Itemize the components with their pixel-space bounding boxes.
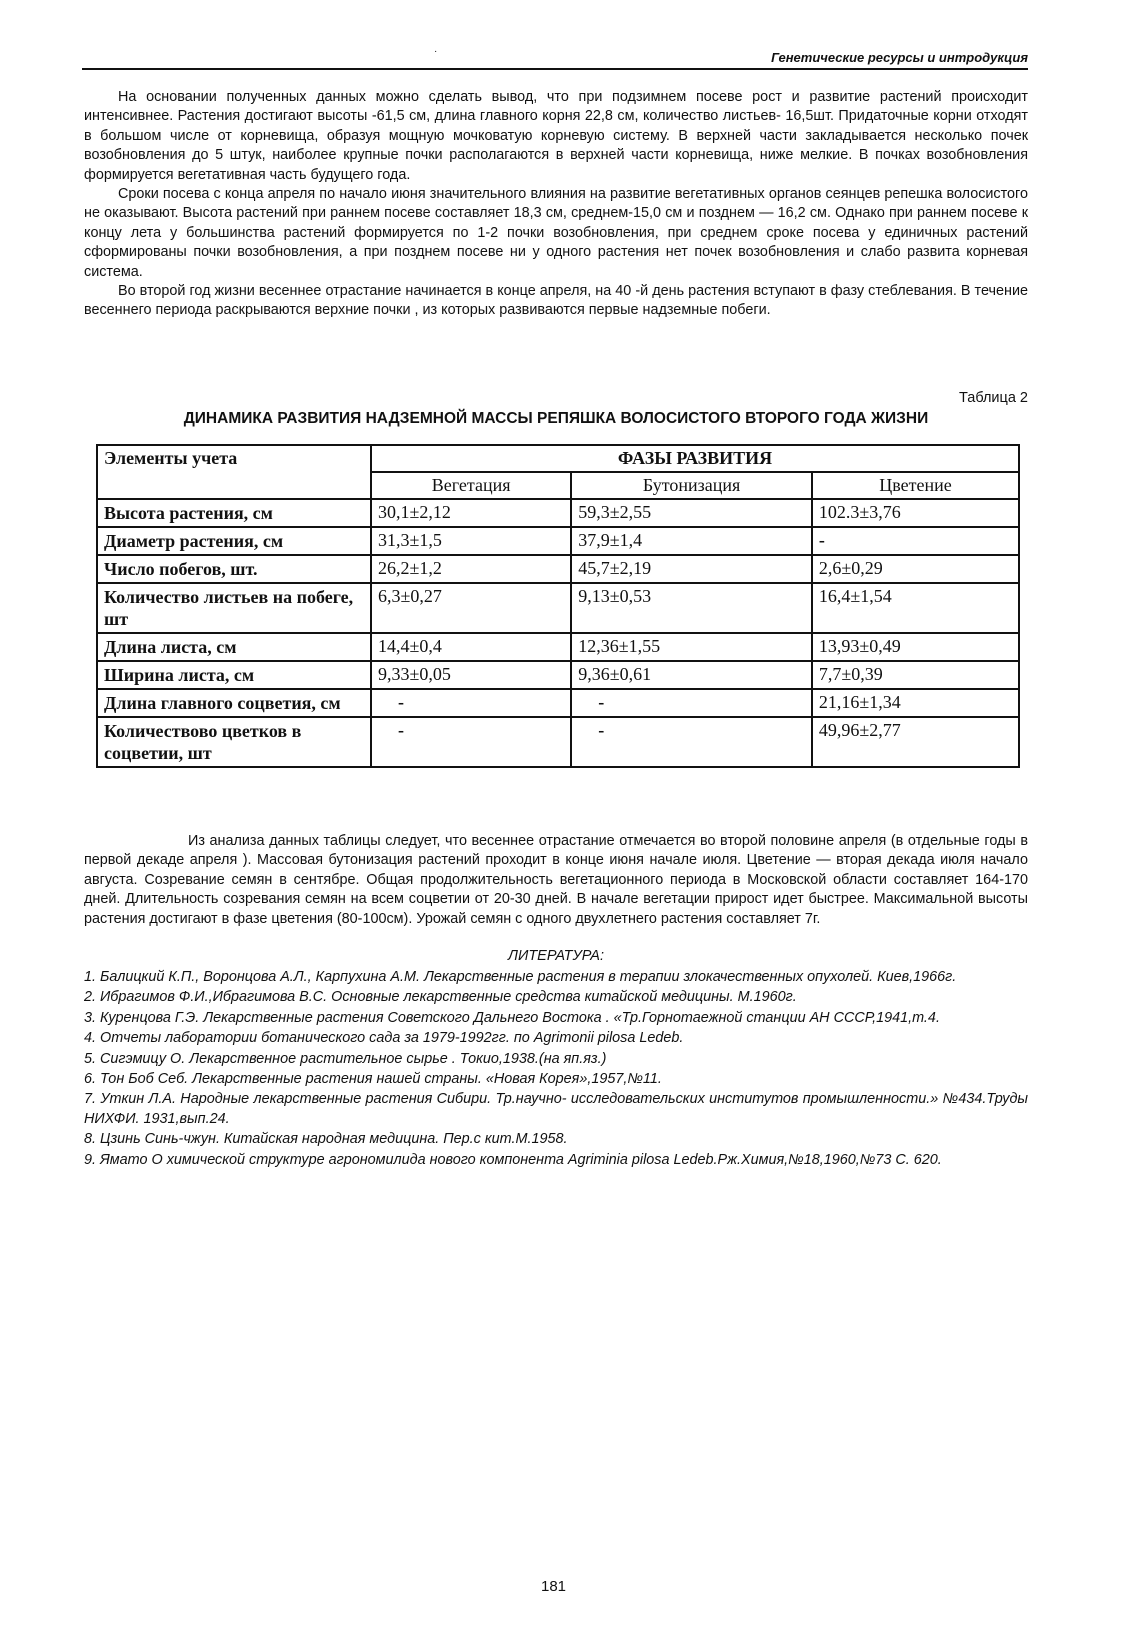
table-label: Таблица 2: [959, 390, 1028, 406]
analysis-paragraph: Из анализа данных таблицы следует, что весеннее отрастание отмечается во второй половине апреля (в отдельные годы в первой декаде апреля ). Массовая бутонизация растений проходит в конце июня начале июля. Цветение — вторая декада июля начало августа. Созревание семян в сентябре. Общая продолжительность вегетационного периода в Московской области составляет 164-170 дней. Длительность созревания семян на всем соцветии от 20-30 дней. В начале вегетации прирост идет быстрее. Максимальной высоты растения достигают в фазе цветения (80-100см). Урожай семян с одного двухлетнего растения составляет 7г.: [84, 833, 1028, 927]
running-header: [82, 48, 1028, 70]
column-header: Вегетация: [371, 472, 571, 499]
table-cell: 16,4±1,54: [812, 583, 1019, 633]
row-label: Диаметр растения, см: [97, 527, 371, 555]
table-title: ДИНАМИКА РАЗВИТИЯ НАДЗЕМНОЙ МАССЫ РЕПЯШКА ВОЛОСИСТОГО ВТОРОГО ГОДА ЖИЗНИ: [183, 410, 929, 427]
reference-item: 2. Ибрагимов Ф.И.,Ибрагимова В.С. Основные лекарственные средства китайской медицины. М.1960г.: [84, 989, 797, 1006]
table-cell: 102.3±3,76: [812, 499, 1019, 527]
table-cell: -: [371, 689, 571, 717]
header-elements: Элементы учета: [97, 445, 371, 499]
header-speck: ·: [434, 46, 438, 57]
body-text: [84, 88, 1028, 321]
table-cell: 9,33±0,05: [371, 661, 571, 689]
table-cell: 49,96±2,77: [812, 717, 1019, 767]
body-paragraph: На основании полученных данных можно сделать вывод, что при подзимнем посеве рост и развитие растений происходит интенсивнее. Растения достигают высоты -61,5 см, длина главного корня 22,8 см, количество листьев- 16,5шт. Придаточные корни отходят в большом числе от корневища, образуя мощную мочковатую корневую систему. В верхней части закладывается несколько почек возобновления до 5 штук, наиболее крупные почки располагаются в верхней части корневища, ниже мелкие. В почках возобновления формируется вегетативная часть будущего года.: [84, 89, 1028, 183]
table-cell: 13,93±0,49: [812, 633, 1019, 661]
row-label: Длина главного соцветия, см: [97, 689, 371, 717]
reference-item: 7. Уткин Л.А. Народные лекарственные растения Сибири. Тр.научно- исследовательских институтов промышленности.» №434.Труды НИХФИ. 1931,вып.24.: [84, 1091, 1028, 1127]
reference-item: 6. Тон Боб Себ. Лекарственные растения нашей страны. «Новая Корея»,1957,№11.: [84, 1071, 662, 1088]
reference-item: 8. Цзинь Синь-чжун. Китайская народная медицина. Пер.с кит.М.1958.: [84, 1131, 568, 1148]
page-number: 181: [541, 1578, 567, 1595]
table-row: [97, 633, 1019, 661]
table-cell: 21,16±1,34: [812, 689, 1019, 717]
column-header: Цветение: [812, 472, 1019, 499]
table-cell: 9,36±0,61: [571, 661, 812, 689]
table-row: [97, 661, 1019, 689]
body-paragraph: Сроки посева с конца апреля по начало июня значительного влияния на развитие вегетативных органов сеянцев репешка волосистого не оказывают. Высота растений при раннем посеве составляет 18,3 см, среднем-15,0 см и позднем — 16,2 см. Однако при раннем посеве к концу лета у большинства растений формируется по 1-2 почки возобновления, при среднем сроке посева у единичных растений сформированы почки возобновления, а при позднем посеве ни у одного растения нет почек возобновления и слабо развита корневая система.: [84, 186, 1028, 280]
table-cell: 9,13±0,53: [571, 583, 812, 633]
running-header-title: Генетические ресурсы и интродукция: [771, 50, 1028, 65]
table-cell: 37,9±1,4: [571, 527, 812, 555]
reference-item: 1. Балицкий К.П., Воронцова А.Л., Карпухина А.М. Лекарственные растения в терапии злокачественных опухолей. Киев,1966г.: [84, 969, 957, 985]
table-cell: 45,7±2,19: [571, 555, 812, 583]
row-label: Количество листьев на побеге, шт: [97, 583, 371, 633]
table-row: [97, 555, 1019, 583]
table-row: [97, 499, 1019, 527]
table-cell: -: [571, 717, 812, 767]
row-label: Ширина листа, см: [97, 661, 371, 689]
header-phases: ФАЗЫ РАЗВИТИЯ: [371, 445, 1019, 472]
table-cell: 31,3±1,5: [371, 527, 571, 555]
table-cell: 6,3±0,27: [371, 583, 571, 633]
table-cell: 12,36±1,55: [571, 633, 812, 661]
reference-item: 5. Сигэмицу О. Лекарственное растительное сырье . Токио,1938.(на яп.яз.): [84, 1050, 607, 1067]
row-label: Число побегов, шт.: [97, 555, 371, 583]
row-label: Длина листа, см: [97, 633, 371, 661]
reference-item: 3. Куренцова Г.Э. Лекарственные растения Советского Дальнего Востока . «Тр.Горнотаежной станции АН СССР,1941,т.4.: [84, 1009, 940, 1026]
reference-item: 4. Отчеты лаборатории ботанического сада за 1979-1992гг. по Agrimonii pilosa Ledeb.: [84, 1030, 684, 1047]
table-header-row: [97, 445, 1019, 472]
table-cell: 59,3±2,55: [571, 499, 812, 527]
literature-title: ЛИТЕРАТУРА:: [508, 948, 604, 964]
table-cell: 2,6±0,29: [812, 555, 1019, 583]
table-cell: 30,1±2,12: [371, 499, 571, 527]
reference-item: 9. Ямато О химической структуре агрономилида нового компонента Agriminia pilosa Ledeb.Рж.Химия,№18,1960,№73 С. 620.: [84, 1151, 942, 1168]
analysis-text: [84, 832, 1028, 929]
development-table: [96, 444, 1020, 768]
table-cell: 26,2±1,2: [371, 555, 571, 583]
table-row: [97, 689, 1019, 717]
table-cell: -: [571, 689, 812, 717]
table-row: [97, 527, 1019, 555]
table-row: [97, 717, 1019, 767]
table-row: [97, 583, 1019, 633]
reference-list: [84, 968, 1028, 1171]
body-paragraph: Во второй год жизни весеннее отрастание начинается в конце апреля, на 40 -й день растения вступают в фазу стеблевания. В течение весеннего периода раскрываются верхние почки , из которых развиваются первые надземные побеги.: [84, 283, 1028, 319]
table-cell: 7,7±0,39: [812, 661, 1019, 689]
row-label: Высота растения, см: [97, 499, 371, 527]
column-header: Бутонизация: [571, 472, 812, 499]
table-cell: -: [812, 527, 1019, 555]
table-cell: 14,4±0,4: [371, 633, 571, 661]
row-label: Количествово цветков в соцветии, шт: [97, 717, 371, 767]
table-cell: -: [371, 717, 571, 767]
